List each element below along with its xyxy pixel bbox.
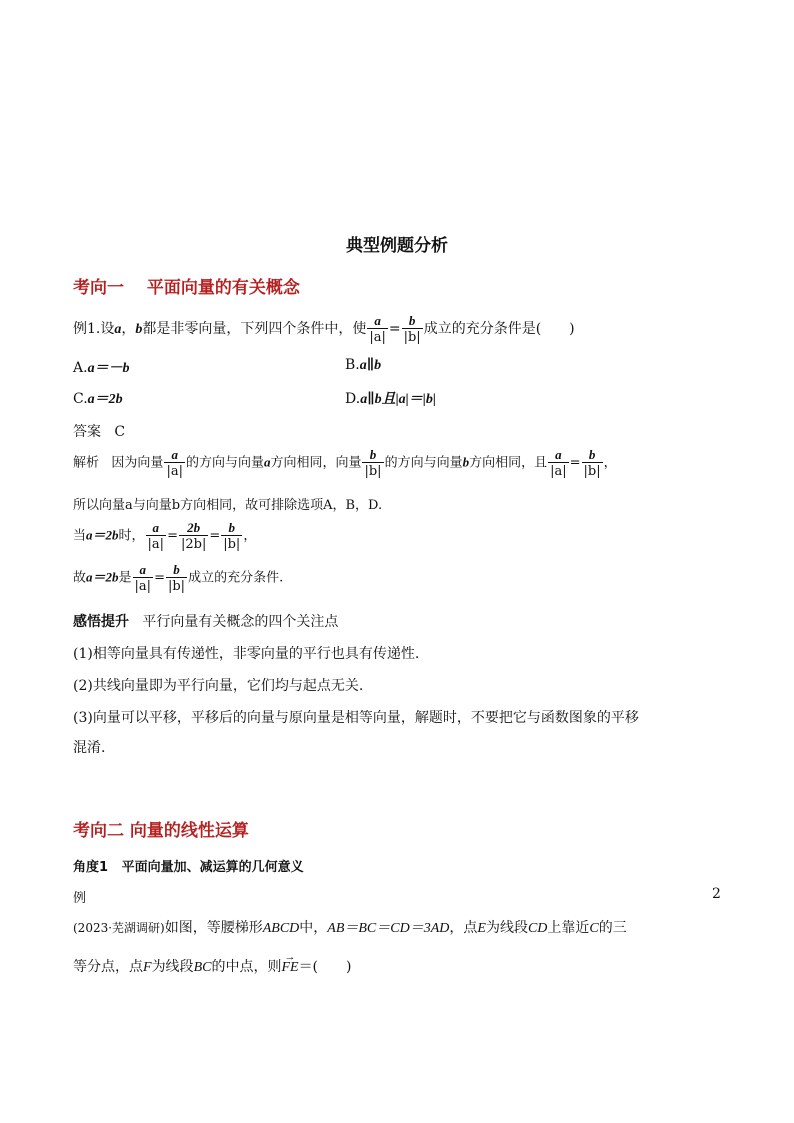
fraction-b-over-abs-b: $\frac{b}{|b|}$	[167, 562, 186, 594]
example-2-number: 2	[712, 886, 721, 902]
example-2-prefix: 例	[73, 891, 87, 906]
ex1-prefix: 例1.	[73, 321, 101, 337]
fraction-a-over-abs-a: $\frac{a}{|a|}$	[369, 313, 386, 345]
insight-point-1: (1)相等向量具有传递性，非零向量的平行也具有传递性.	[73, 646, 420, 662]
var-b: b	[135, 322, 143, 337]
option-c: C.a＝2b	[73, 391, 123, 407]
section-2-heading: 考向二 向量的线性运算	[73, 821, 249, 841]
angle-1-label: 角度1	[73, 860, 109, 875]
vector-FE: → FE	[281, 960, 298, 976]
answer-label: 答案	[73, 424, 101, 440]
analysis-label: 解析	[73, 455, 100, 471]
equals: =	[388, 321, 401, 337]
analysis-line-4: 故a＝2b是 $\frac{a}{|a|}$ = $\frac{b}{|b|}$ 成立的充分条件.	[73, 562, 284, 594]
option-a: A.a＝－b	[73, 360, 130, 376]
fraction-a-over-abs-a: $\frac{a}{|a|}$	[134, 562, 152, 594]
fraction-a-over-abs-a: $\frac{a}{|a|}$	[147, 520, 165, 552]
ex1-sep: ，	[121, 321, 136, 337]
fraction-a-over-abs-a: $\frac{a}{|a|}$	[166, 447, 183, 479]
angle-1-title: 平面向量加、减运算的几何意义	[121, 860, 304, 875]
angle-1-heading	[73, 856, 304, 875]
analysis-line-1: 解析 因为向量 $\frac{a}{|a|}$ 的方向与向量a方向相同，向量 $\frac{b}{|b|}$ 的方向与向量b方向相同，且 $\frac{a}{|a|}$ = $\frac{b}{|b|}$ ，	[73, 447, 617, 479]
page-title: 典型例题分析	[346, 236, 448, 256]
example-1-question	[73, 314, 575, 344]
fraction-b-over-abs-b: $\frac{b}{|b|}$	[403, 313, 421, 345]
insight-label: 感悟提升	[73, 614, 129, 630]
insight-point-3: (3)向量可以平移，平移后的向量与原向量是相等向量，解题时，不要把它与函数图象的平移	[73, 710, 639, 726]
ex1-q2: 都是非零向量，下列四个条件中，使	[142, 321, 367, 337]
ex1-q1: 设	[100, 321, 115, 337]
section-1-heading: 考向一 平面向量的有关概念	[73, 278, 300, 298]
fraction-b-over-abs-b: $\frac{b}{|b|}$	[223, 520, 241, 552]
fraction-2b-over-abs-2b: $\frac{2b}{|2b|}$	[180, 520, 207, 552]
example-2-line-1: (2023·芜湖调研)如图，等腰梯形ABCD中，AB＝BC＝CD＝3AD，点E为线段CD上靠近C的三	[73, 920, 627, 936]
fraction-b-over-abs-b: $\frac{b}{|b|}$	[583, 447, 601, 479]
option-b: B.a∥b	[345, 357, 382, 373]
insight-point-2: (2)共线向量即为平行向量，它们均与起点无关.	[73, 678, 364, 694]
analysis-line-2: 所以向量a与向量b方向相同，故可排除选项A，B，D.	[73, 498, 383, 513]
fraction-b-over-abs-b: $\frac{b}{|b|}$	[364, 447, 382, 479]
insight-point-3-cont: 混淆.	[73, 740, 106, 756]
answer-value: C	[114, 424, 126, 440]
option-d: D.a∥b且|a|＝|b|	[345, 391, 436, 407]
answer-line	[73, 421, 125, 441]
insight-heading	[73, 611, 338, 631]
analysis-line-3: 当a＝2b时， $\frac{a}{|a|}$ = $\frac{2b}{|2b|}$ = $\frac{b}{|b|}$ ，	[73, 520, 257, 552]
example-2-line-2: 等分点，点F为线段BC的中点，则→ FE＝( )	[73, 956, 352, 976]
example-2-source: (2023·芜湖调研)	[73, 921, 165, 935]
ex1-q3: 成立的充分条件是( )	[423, 321, 575, 337]
var-a: a	[114, 322, 122, 337]
fraction-a-over-abs-a: $\frac{a}{|a|}$	[550, 447, 567, 479]
insight-title: 平行向量有关概念的四个关注点	[142, 614, 339, 630]
